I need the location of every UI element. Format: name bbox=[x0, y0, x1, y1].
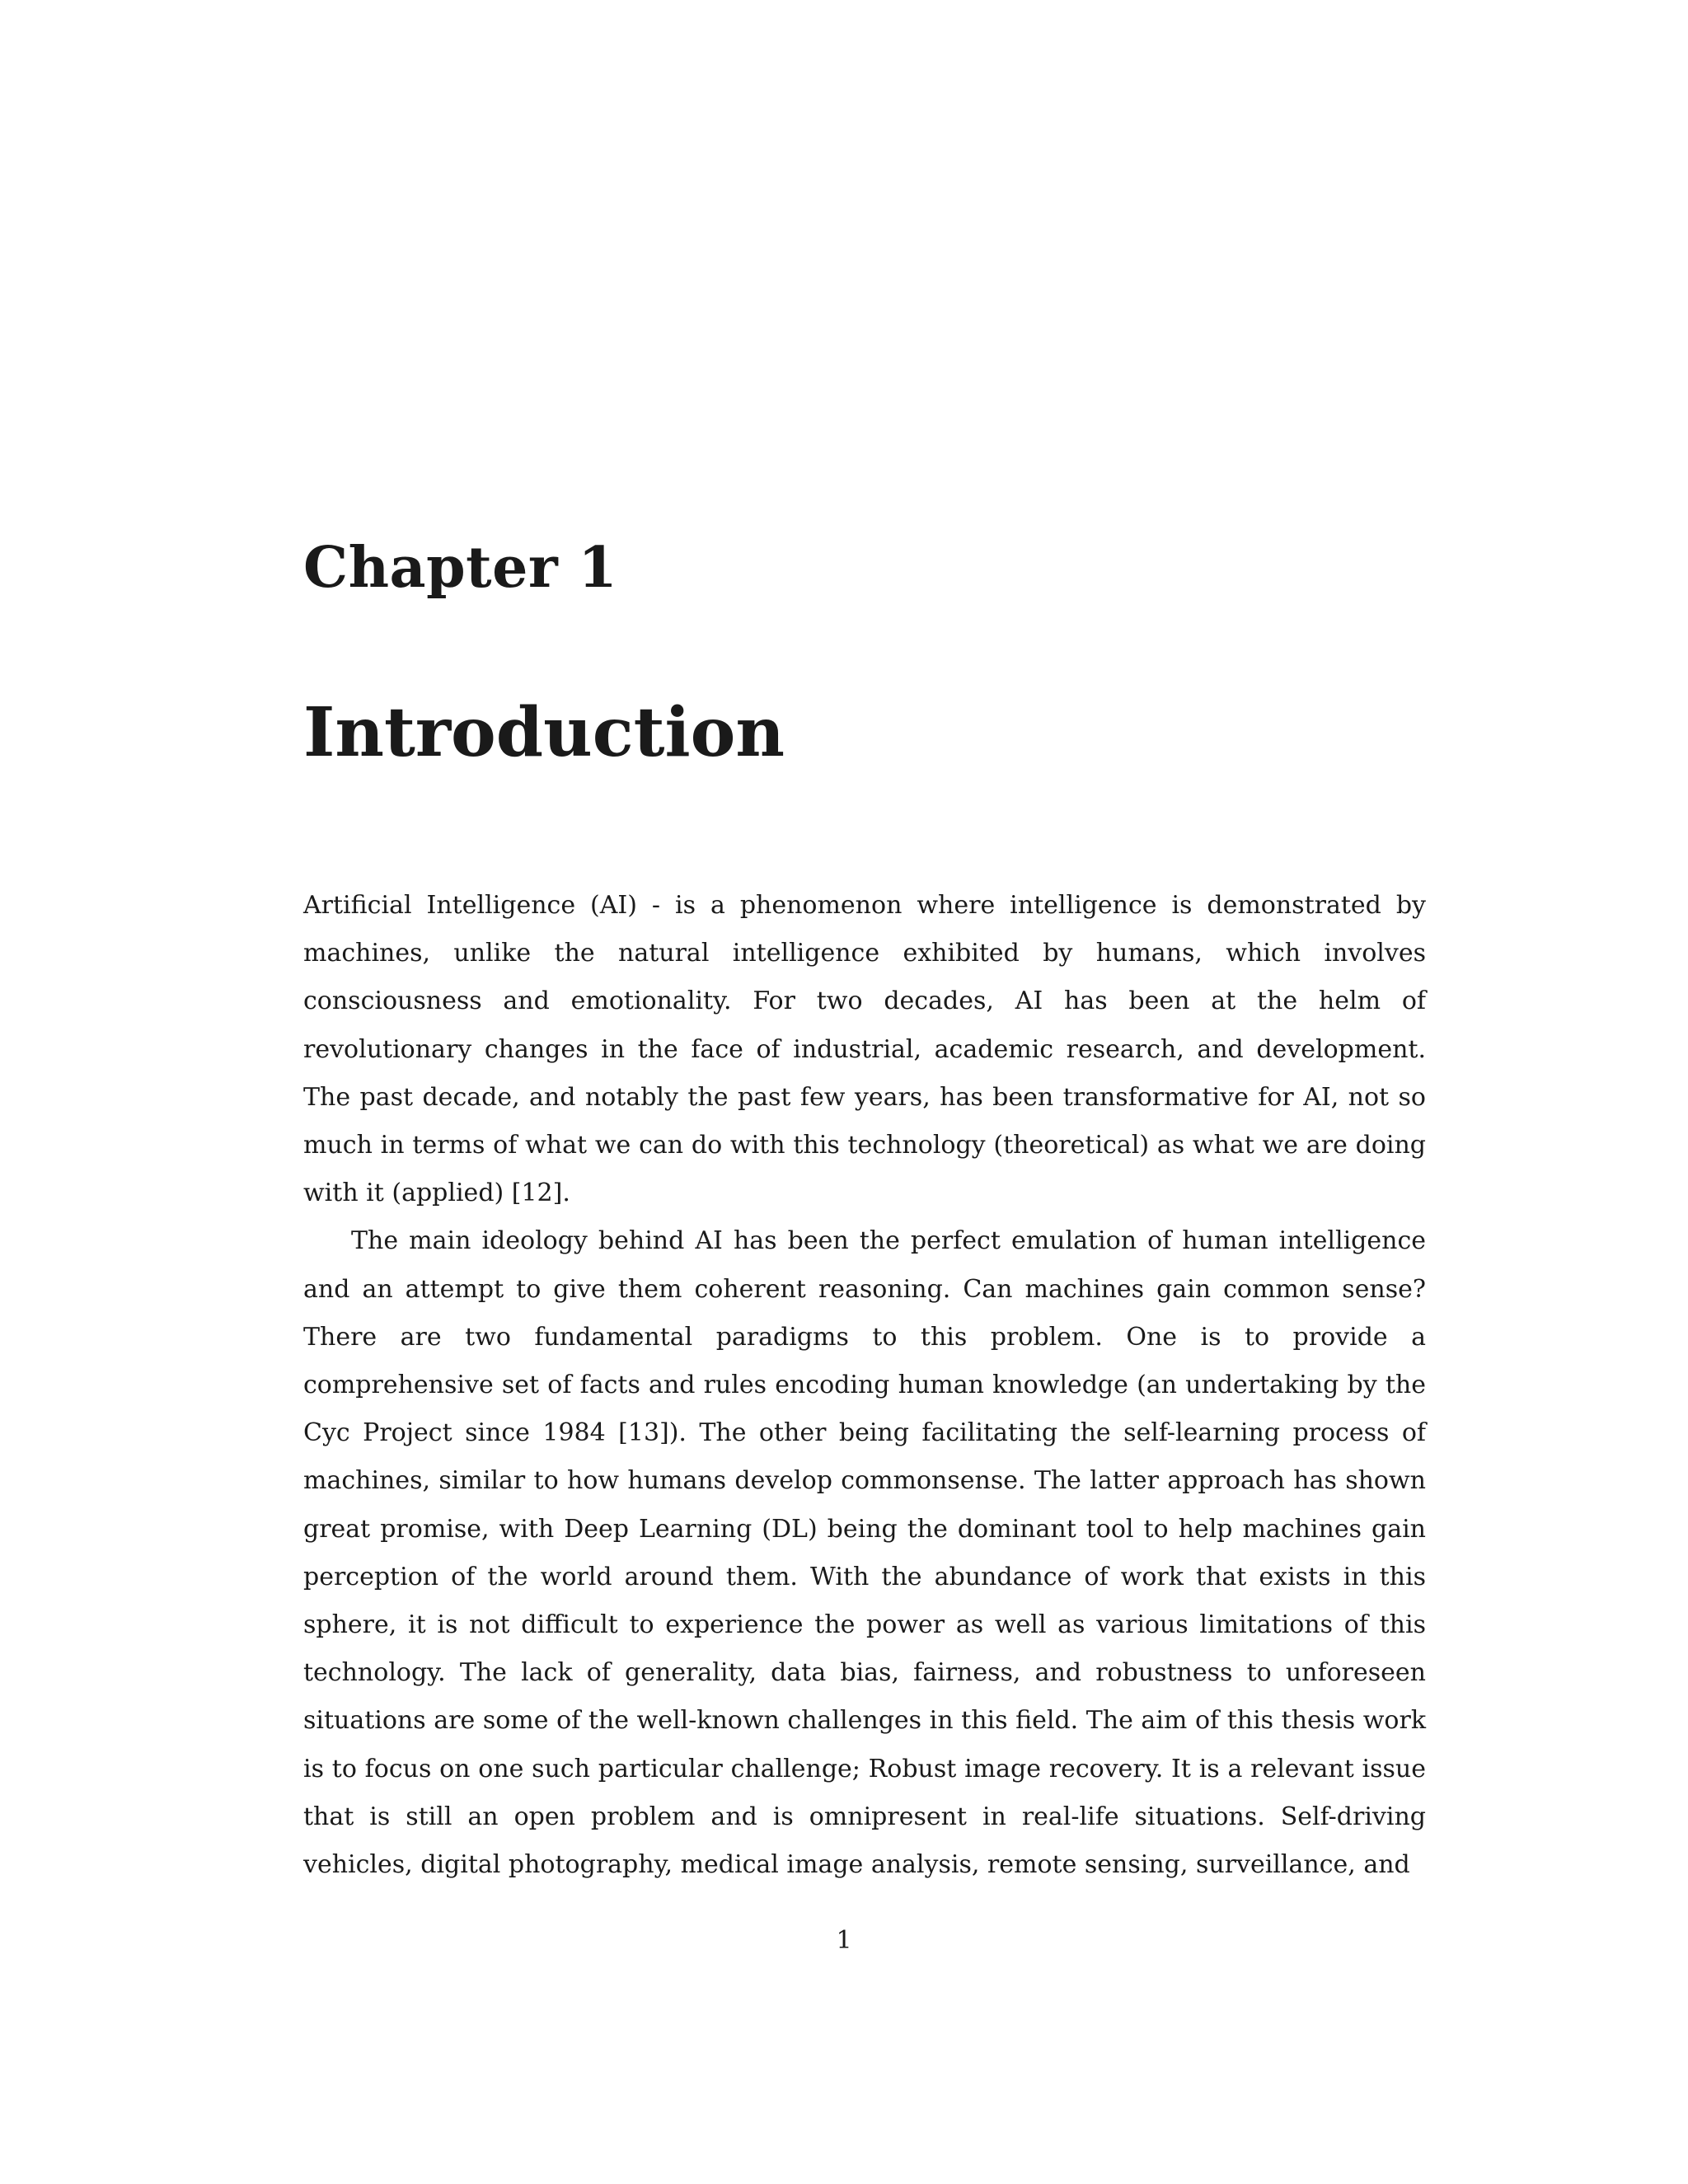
body-text bbox=[303, 882, 1426, 1889]
paragraph-2: The main ideology behind AI has been the perfect emulation of human intelligence and an attempt to give them coherent reasoning. Can machines gain common sense? There are two fundamental paradigms to this problem. One is to provide a comprehensive set of facts and rules encoding human knowledge (an undertaking by the Cyc Project since 1984 [13]). The other being facilitating the self-learning process of machines, similar to how humans develop commonsense. The latter approach has shown great promise, with Deep Learning (DL) being the dominant tool to help machines gain perception of the world around them. With the abundance of work that exists in this sphere, it is not difficult to experience the power as well as various limitations of this technology. The lack of generality, data bias, fairness, and robustness to unforeseen situations are some of the well-known challenges in this field. The aim of this thesis work is to focus on one such particular challenge; Robust image recovery. It is a relevant issue that is still an open problem and is omnipresent in real-life situations. Self-driving vehicles, digital photography, medical image analysis, remote sensing, surveillance, and bbox=[303, 1226, 1426, 1880]
paragraph-1: Artificial Intelligence (AI) - is a phenomenon where intelligence is demonstrated by machines, unlike the natural intelligence exhibited by humans, which involves consciousness and emotionality. For two decades, AI has been at the helm of revolutionary changes in the face of industrial, academic research, and development. The past decade, and notably the past few years, has been transformative for AI, not so much in terms of what we can do with this technology (theoretical) as what we are doing with it (applied) [12]. bbox=[303, 891, 1426, 1208]
chapter-title: Introduction bbox=[303, 693, 785, 772]
page-number: 1 bbox=[836, 1926, 852, 1955]
chapter-label: Chapter 1 bbox=[303, 535, 618, 601]
